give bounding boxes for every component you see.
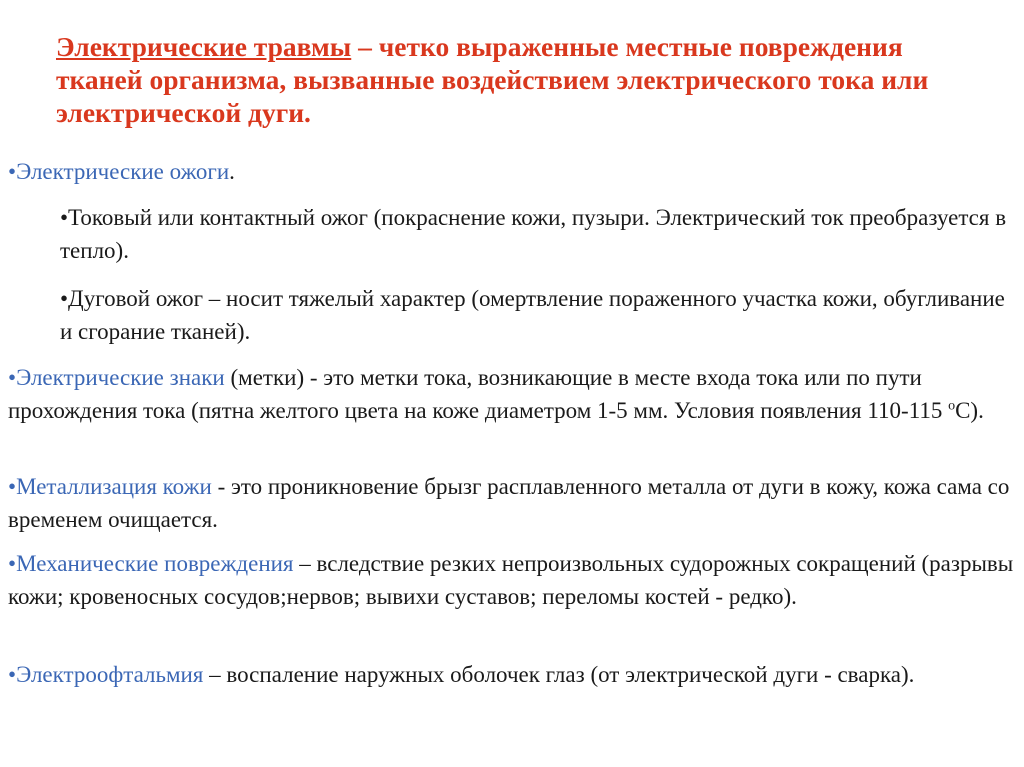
heading-definition: – четко выраженные местные повреждения тканей организма, вызванные воздействием электрического тока или электрической дуги.: [56, 31, 929, 128]
bullet-dot: •: [8, 159, 17, 184]
bullet-metallization: [8, 470, 1016, 536]
bullet-dot: •: [8, 365, 17, 390]
signs-unit: С).: [955, 398, 984, 423]
bullet-ophthalmia: [8, 658, 1016, 691]
sub-bullet-contact-burn: •Токовый или контактный ожог (покраснение кожи, пузыри. Электрический ток преобразуется в тепло).: [60, 205, 1007, 263]
burns-term: Электрические ожоги: [16, 159, 230, 184]
bullet-burns: [8, 155, 1016, 188]
bullet-mechanical: [8, 547, 1016, 613]
bullet-signs: [8, 361, 1016, 427]
burns-after: .: [229, 159, 235, 184]
sub-bullet-arc-burn: •Дуговой ожог – носит тяжелый характер (омертвление пораженного участка кожи, обугливание и сгорание тканей).: [60, 286, 1005, 344]
bullet-dot: •: [8, 474, 17, 499]
bullet-dot: •: [8, 662, 17, 687]
slide-heading: [56, 30, 996, 129]
metallization-text: - это проникновение брызг расплавленного металла от дуги в кожу, кожа сама со временем очищается.: [8, 474, 1010, 532]
mechanical-text: – вследствие резких непроизвольных судорожных сокращений (разрывы кожи; кровеносных сосудов;нервов; вывихи суставов; переломы костей - редко).: [8, 551, 1014, 609]
degree-mark: o: [948, 398, 956, 414]
metallization-term: Металлизация кожи: [16, 474, 212, 499]
heading-term: Электрические травмы: [56, 31, 352, 62]
mechanical-term: Механические повреждения: [16, 551, 294, 576]
ophthalmia-text: – воспаление наружных оболочек глаз (от электрической дуги - сварка).: [203, 662, 915, 687]
signs-text: (метки) - это метки тока, возникающие в месте входа тока или по пути прохождения тока (пятна желтого цвета на коже диаметром 1-5 мм. Условия появления 110-115: [8, 365, 949, 423]
signs-term: Электрические знаки: [16, 365, 225, 390]
ophthalmia-term: Электроофтальмия: [16, 662, 204, 687]
bullet-dot: •: [8, 551, 17, 576]
